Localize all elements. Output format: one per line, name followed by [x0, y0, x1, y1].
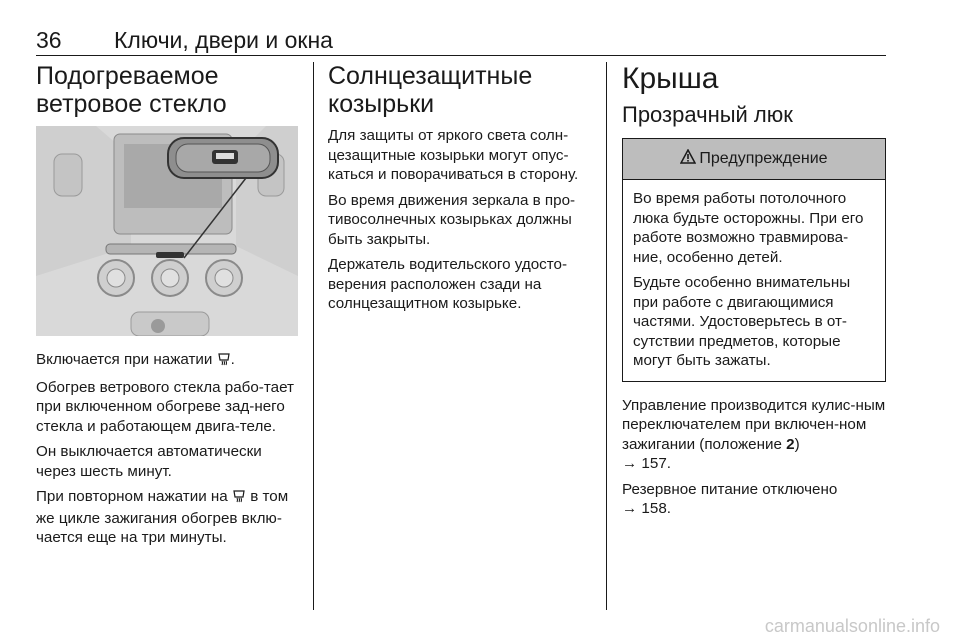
column-sun-visors	[328, 62, 590, 320]
dashboard-illustration	[36, 126, 298, 336]
paragraph: Управление производится кулис-ным переключателем при включен-ном зажигании (положение 2) → 157.	[622, 396, 886, 472]
page-reference[interactable]: → 158.	[622, 500, 671, 517]
page-number: 36	[36, 27, 62, 53]
warning-paragraph: Будьте особенно внимательны при работе с двигающимися частями. Удостоверьтесь в от-сутствии предметов, которые могут быть зажаты.	[633, 274, 851, 369]
section-title-heated-windscreen: Подогреваемое ветровое стекло	[36, 62, 227, 118]
paragraph: Включается при нажатии .	[36, 350, 298, 372]
windscreen-heater-icon	[217, 352, 231, 372]
warning-paragraph: Во время работы потолочного люка будьте осторожны. При его работе возможно травмирова-ние, особенно детей.	[633, 190, 864, 266]
paragraph: Для защиты от яркого света солн-цезащитные козырьки могут опус-каться и поворачиваться в сторону.	[328, 127, 579, 183]
warning-header	[623, 139, 885, 180]
section-title-roof: Крыша	[622, 62, 719, 95]
paragraph: Держатель водительского удосто-верения расположен сзади на солнцезащитном козырьке.	[328, 256, 568, 312]
column-divider	[313, 62, 314, 610]
column-heated-windscreen	[36, 62, 298, 554]
paragraph: Во время движения зеркала в про-тивосолнечных козырьках должны быть закрыты.	[328, 191, 576, 248]
paragraph: Он выключается автоматически через шесть минут.	[36, 443, 262, 480]
warning-box	[622, 138, 886, 382]
section-title-sun-visors: Солнцезащитные козырьки	[328, 62, 533, 118]
reference-arrow-icon: →	[622, 455, 638, 472]
subsection-title-sunroof: Прозрачный люк	[622, 102, 793, 127]
watermark: carmanualsonline.info	[764, 616, 940, 636]
warning-title: Предупреждение	[699, 150, 828, 167]
paragraph: Резервное питание отключено → 158.	[622, 480, 838, 517]
page-header	[36, 27, 886, 56]
page-reference[interactable]: → 157.	[622, 455, 671, 472]
chapter-title: Ключи, двери и окна	[114, 27, 333, 53]
column-divider	[606, 62, 607, 610]
paragraph: Обогрев ветрового стекла рабо-тает при включенном обогреве зад-него стекла и работающем двига-теле.	[36, 378, 294, 435]
paragraph: При повторном нажатии на в том же цикле зажигания обогрев вклю-чается еще на три минуты.	[36, 488, 289, 546]
reference-arrow-icon: →	[622, 500, 638, 517]
warning-triangle-icon	[680, 149, 696, 169]
column-roof	[622, 62, 886, 525]
windscreen-heater-icon	[232, 489, 246, 509]
